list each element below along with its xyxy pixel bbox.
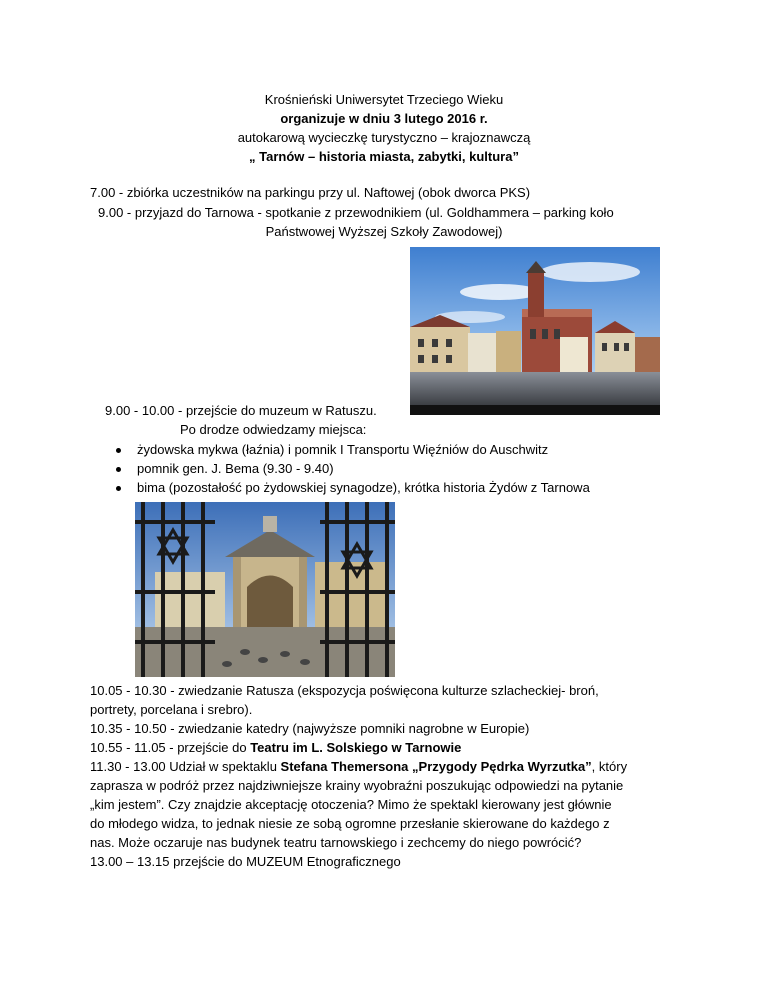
bima-image	[135, 502, 395, 677]
walk-intro: Po drodze odwiedzamy miejsca:	[180, 422, 367, 437]
play-title: Stefana Themersona „Przygody Pędrka Wyrzutka”	[280, 759, 592, 774]
schedule-item-0900-cont: Państwowej Wyższej Szkoły Zawodowej)	[265, 224, 503, 239]
schedule-item-0700: 7.00 - zbiórka uczestników na parkingu przy ul. Naftowej (obok dworca PKS)	[90, 185, 531, 200]
walk-time-line: 9.00 - 10.00 - przejście do muzeum w Ratuszu.	[105, 403, 377, 418]
schedule-1130-text: 11.30 - 13.00 Udział w spektaklu	[90, 759, 281, 774]
organizer-line: Krośnieński Uniwersytet Trzeciego Wieku	[264, 92, 504, 107]
date-line: organizuje w dniu 3 lutego 2016 r.	[280, 111, 488, 126]
trip-subtitle: autokarową wycieczkę turystyczno – krajoznawczą	[237, 130, 531, 145]
bullet-item-bem: pomnik gen. J. Bema (9.30 - 9.40)	[137, 461, 334, 476]
town-hall-photo	[410, 247, 660, 415]
bullet-item-mikvah: żydowska mykwa (łaźnia) i pomnik I Transportu Więźniów do Auschwitz	[137, 442, 549, 457]
play-description-2: „kim jestem”. Czy znajdzie akceptację otoczenia? Mimo że spektakl kierowany jest głównie	[90, 797, 612, 812]
trip-title: „ Tarnów – historia miasta, zabytki, kultura”	[249, 149, 519, 164]
play-description-1: zaprasza w podróż przez najdziwniejsze krainy wyobraźni poszukując odpowiedzi na pytanie	[90, 778, 624, 793]
play-description-3: do młodego widza, to jednak niesie ze sobą ogromne przesłanie skierowane do każdego z	[90, 816, 610, 831]
bullet-icon	[116, 448, 121, 453]
bullet-icon	[116, 467, 121, 472]
bullet-item-bima: bima (pozostałość po żydowskiej synagodze), krótka historia Żydów z Tarnowa	[137, 480, 590, 495]
schedule-item-1130	[90, 758, 627, 776]
schedule-item-1005: 10.05 - 10.30 - zwiedzanie Ratusza (ekspozycja poświęcona kulturze szlacheckiej- broń,	[90, 683, 599, 698]
schedule-item-0900: 9.00 - przyjazd do Tarnowa - spotkanie z przewodnikiem (ul. Goldhammera – parking koło	[98, 205, 614, 220]
schedule-1130-tail: , który	[591, 759, 628, 774]
play-description-4: nas. Może oczaruje nas budynek teatru tarnowskiego i zechcemy do niego powrócić?	[90, 835, 582, 850]
bullet-icon	[116, 486, 121, 491]
town-hall-image	[410, 247, 660, 415]
bima-photo	[135, 502, 395, 677]
schedule-item-1005-cont: portrety, porcelana i srebro).	[90, 702, 253, 717]
schedule-item-1035: 10.35 - 10.50 - zwiedzanie katedry (najwyższe pomniki nagrobne w Europie)	[90, 721, 530, 736]
schedule-item-1055	[90, 739, 461, 757]
schedule-1055-text: 10.55 - 11.05 - przejście do	[90, 740, 251, 755]
schedule-item-1300: 13.00 – 13.15 przejście do MUZEUM Etnograficznego	[90, 854, 401, 869]
theatre-name: Teatru im L. Solskiego w Tarnowie	[250, 740, 462, 755]
